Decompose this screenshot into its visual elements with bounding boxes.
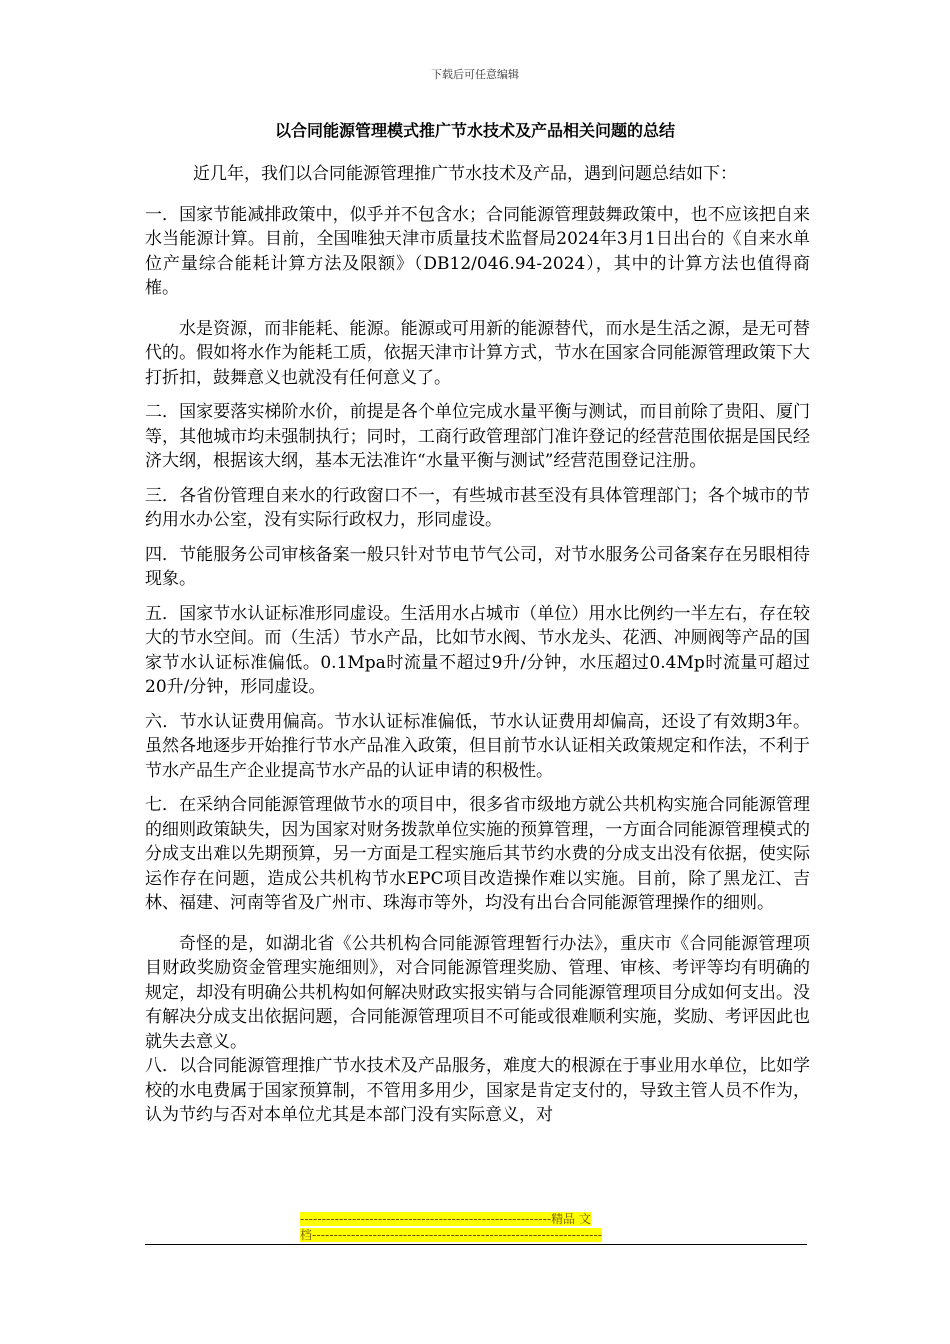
section-7-paragraph: 七．在采纳合同能源管理做节水的项目中，很多省市级地方就公共机构实施合同能源管理的细则政策缺失，因为国家对财务拨款单位实施的预算管理，一方面合同能源管理模式的分成支出难以先期预算，另一方面是工程实施后其节约水费的分成支出没有依据，使实际运作存在问题，造成公共机构节水EPC项目改造操作难以实施。目前，除了黑龙江、吉林、福建、河南等省及广州市、珠海市等外，均没有出台合同能源管理操作的细则。	[145, 795, 810, 913]
section-8-paragraph: 八．以合同能源管理推广节水技术及产品服务，难度大的根源在于事业用水单位，比如学校的水电费属于国家预算制，不管用多用少，国家是肯定支付的，导致主管人员不作为，认为节约与否对本单位尤其是本部门没有实际意义，对	[145, 1056, 810, 1125]
section-4-paragraph: 四．节能服务公司审核备案一般只针对节电节气公司，对节水服务公司备案存在另眼相待现象。	[145, 544, 810, 589]
document-body	[145, 162, 810, 1128]
document-title: 以合同能源管理模式推广节水技术及产品相关问题的总结	[274, 121, 675, 140]
page-header: 下载后可任意编辑	[431, 68, 519, 81]
footer-watermark	[300, 1211, 650, 1243]
footer-line-1: ----------------------------------------------------------精品 文	[300, 1212, 591, 1226]
section-3-paragraph: 三．各省份管理自来水的行政窗口不一，有些城市甚至没有具体管理部门；各个城市的节约用水办公室，没有实际行政权力，形同虚设。	[145, 485, 810, 530]
section-5-paragraph: 五．国家节水认证标准形同虚设。生活用水占城市（单位）用水比例约一半左右，存在较大的节水空间。而（生活）节水产品，比如节水阀、节水龙头、花洒、冲厕阀等产品的国家节水认证标准偏低。0.1Mpa时流量不超过9升/分钟，水压超过0.4Mp时流量可超过20升/分钟，形同虚设。	[145, 603, 810, 697]
section-1-paragraph: 一．国家节能减排政策中，似乎并不包含水；合同能源管理鼓舞政策中，也不应该把自来水当能源计算。目前，全国唯独天津市质量技术监督局2024年3月1日出台的《自来水单位产量综合能耗计算方法及限额》（DB12/046.94-2024），其中的计算方法也值得商榷。	[145, 204, 810, 298]
section-7-note-paragraph: 奇怪的是，如湖北省《公共机构合同能源管理暂行办法》，重庆市《合同能源管理项目财政奖励资金管理实施细则》，对合同能源管理奖励、管理、审核、考评等均有明确的规定，却没有明确公共机构如何解决财政实报实销与合同能源管理项目分成如何支出。没有解决分成支出依据问题，合同能源管理项目不可能或很难顺利实施，奖励、考评因此也就失去意义。	[145, 933, 810, 1052]
section-1-note-paragraph: 水是资源，而非能耗、能源。能源或可用新的能源替代，而水是生活之源，是无可替代的。假如将水作为能耗工质，依据天津市计算方式，节水在国家合同能源管理政策下大打折扣，鼓舞意义也就没有任何意义了。	[145, 318, 810, 388]
section-2-paragraph: 二．国家要落实梯阶水价，前提是各个单位完成水量平衡与测试，而目前除了贵阳、厦门等，其他城市均未强制执行；同时，工商行政管理部门准许登记的经营范围依据是国民经济大纲，根据该大纲，基本无法准许“水量平衡与测试”经营范围登记注册。	[145, 402, 810, 471]
section-6-paragraph: 六．节水认证费用偏高。节水认证标准偏低，节水认证费用却偏高，还设了有效期3年。虽然各地逐步开始推行节水产品准入政策，但目前节水认证相关政策规定和作法，不利于节水产品生产企业提高节水产品的认证申请的积极性。	[145, 711, 810, 781]
intro-paragraph: 近几年，我们以合同能源管理推广节水技术及产品，遇到问题总结如下：	[193, 164, 737, 184]
footer-line-2: 档-------------------------------------------------------------------	[300, 1228, 603, 1242]
footer-divider	[145, 1244, 807, 1245]
